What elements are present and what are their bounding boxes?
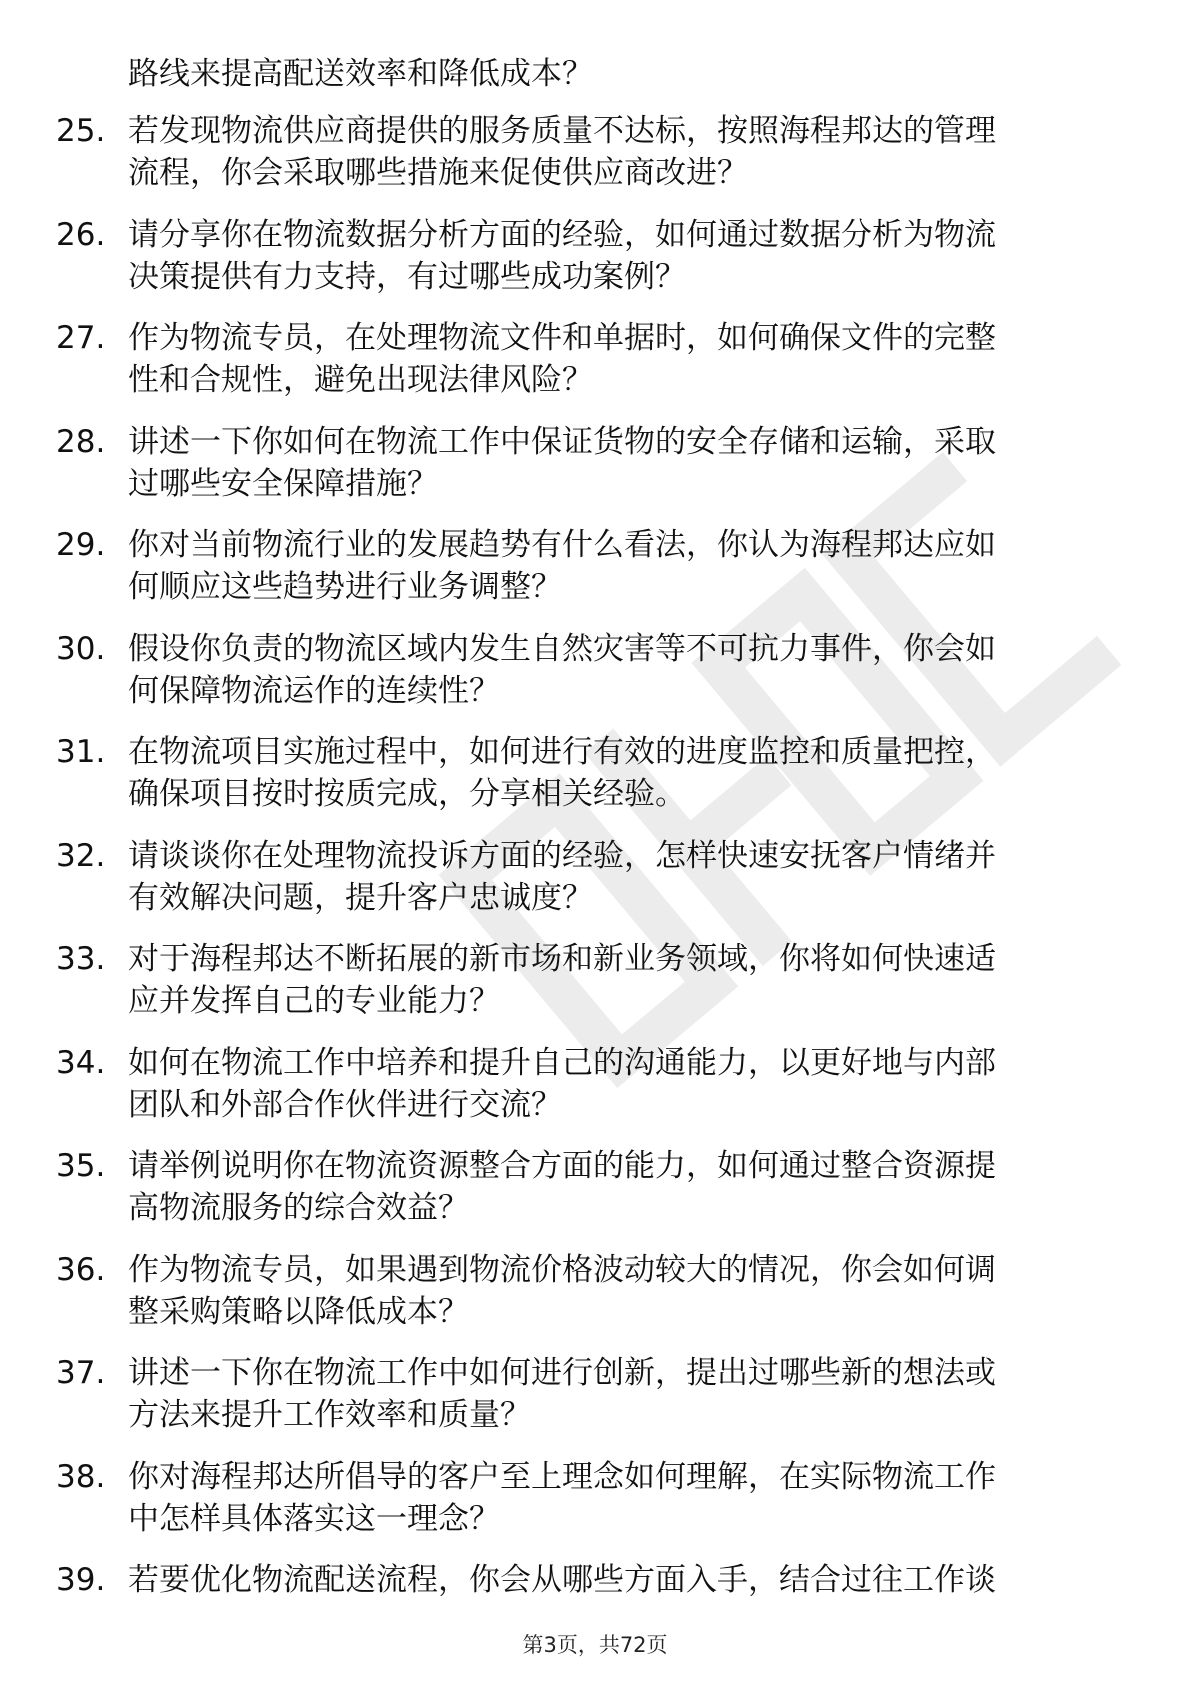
question-text: 作为物流专员，在处理物流文件和单据时，如何确保文件的完整: [128, 320, 996, 356]
question-text: 对于海程邦达不断拓展的新市场和新业务领域，你将如何快速适: [128, 941, 996, 977]
question-number: 35.: [56, 1148, 106, 1184]
question-item: [0, 730, 1190, 834]
question-text: 中怎样具体落实这一理念？: [128, 1500, 500, 1537]
question-text: 确保项目按时按质完成，分享相关经验。: [128, 776, 686, 812]
question-text: 何顺应这些趋势进行业务调整？: [128, 569, 562, 605]
question-number: 26.: [56, 216, 106, 253]
question-item: [0, 834, 1190, 938]
question-number: 39.: [56, 1562, 106, 1598]
question-text: 整采购策略以降低成本？: [128, 1293, 469, 1330]
question-text: 决策提供有力支持，有过哪些成功案例？: [128, 258, 686, 295]
question-number: 36.: [56, 1251, 106, 1288]
question-text: 请举例说明你在物流资源整合方面的能力，如何通过整合资源提: [128, 1148, 996, 1184]
question-text: 高物流服务的综合效益？: [128, 1190, 469, 1226]
question-item: [0, 1041, 1190, 1145]
continuation-text: 路线来提高配送效率和降低成本？: [128, 56, 593, 92]
question-number: 29.: [56, 527, 106, 563]
question-text: 若发现物流供应商提供的服务质量不达标，按照海程邦达的管理: [128, 113, 996, 149]
question-text: 在物流项目实施过程中，如何进行有效的进度监控和质量把控，: [128, 734, 996, 770]
question-text: 若要优化物流配送流程，你会从哪些方面入手，结合过往工作谈: [128, 1562, 996, 1598]
question-number: 37.: [56, 1355, 106, 1391]
question-number: 33.: [56, 941, 106, 977]
question-list: [0, 109, 1190, 1662]
question-text: 讲述一下你在物流工作中如何进行创新，提出过哪些新的想法或: [128, 1355, 996, 1391]
question-text: 性和合规性，避免出现法律风险？: [128, 362, 593, 398]
page-footer: 第3页，共72页: [522, 1633, 668, 1657]
question-number: 34.: [56, 1044, 106, 1081]
question-text: 何保障物流运作的连续性？: [128, 672, 500, 709]
question-item: [0, 109, 1190, 213]
question-item: [0, 213, 1190, 317]
question-text: 请分享你在物流数据分析方面的经验，如何通过数据分析为物流: [128, 216, 996, 253]
question-item: [0, 1455, 1190, 1559]
question-text: 团队和外部合作伙伴进行交流？: [128, 1086, 562, 1123]
question-text: 你对当前物流行业的发展趋势有什么看法，你认为海程邦达应如: [128, 527, 996, 563]
question-number: 28.: [56, 423, 106, 460]
question-text: 如何在物流工作中培养和提升自己的沟通能力，以更好地与内部: [128, 1044, 996, 1081]
question-item: [0, 1248, 1190, 1352]
question-item: [0, 1351, 1190, 1455]
question-text: 过哪些安全保障措施？: [128, 465, 438, 502]
question-text: 假设你负责的物流区域内发生自然灾害等不可抗力事件，你会如: [128, 630, 996, 667]
question-text: 讲述一下你如何在物流工作中保证货物的安全存储和运输，采取: [128, 423, 996, 460]
question-item: [0, 1144, 1190, 1248]
question-item: [0, 420, 1190, 524]
question-item: [0, 316, 1190, 420]
question-text: 作为物流专员，如果遇到物流价格波动较大的情况，你会如何调: [128, 1251, 996, 1288]
question-number: 32.: [56, 837, 106, 874]
question-text: 方法来提升工作效率和质量？: [128, 1397, 531, 1433]
question-text: 应并发挥自己的专业能力？: [128, 983, 500, 1019]
question-number: 27.: [56, 320, 106, 356]
question-item: [0, 627, 1190, 731]
question-number: 25.: [56, 113, 106, 149]
question-number: 31.: [56, 734, 106, 770]
question-item: [0, 937, 1190, 1041]
question-text: 请谈谈你在处理物流投诉方面的经验，怎样快速安抚客户情绪并: [128, 837, 996, 874]
question-number: 30.: [56, 630, 106, 667]
question-item: [0, 523, 1190, 627]
question-text: 流程，你会采取哪些措施来促使供应商改进？: [128, 155, 748, 191]
question-number: 38.: [56, 1458, 106, 1495]
question-text: 你对海程邦达所倡导的客户至上理念如何理解，在实际物流工作: [128, 1458, 996, 1495]
question-text: 有效解决问题，提升客户忠诚度？: [128, 879, 593, 916]
